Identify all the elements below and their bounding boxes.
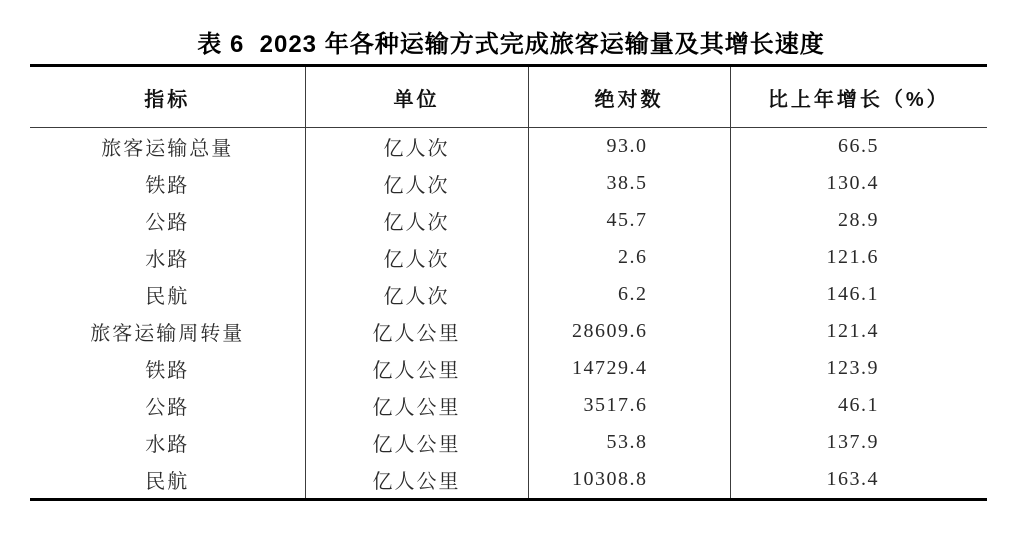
unit-cell: 亿人次	[305, 128, 528, 166]
indicator-cell: 旅客运输周转量	[90, 323, 245, 345]
indicator-cell: 水路	[145, 434, 190, 456]
growth-cell: 137.9	[730, 424, 987, 461]
table-title: 表 6 2023 年各种运输方式完成旅客运输量及其增长速度	[197, 31, 825, 58]
growth-cell: 123.9	[730, 350, 987, 387]
growth-cell: 163.4	[730, 461, 987, 500]
absolute-cell: 45.7	[528, 202, 730, 239]
absolute-cell: 14729.4	[528, 350, 730, 387]
indicator-cell: 民航	[145, 471, 190, 493]
table-header	[30, 66, 987, 128]
table-row	[30, 350, 987, 387]
table-body	[30, 128, 987, 500]
indicator-cell: 旅客运输总量	[101, 138, 234, 160]
passenger-transport-table	[30, 64, 987, 501]
unit-cell: 亿人公里	[305, 424, 528, 461]
indicator-cell: 民航	[145, 286, 190, 308]
indicator-cell: 水路	[145, 249, 190, 271]
header-row	[30, 66, 987, 128]
growth-cell: 66.5	[730, 128, 987, 166]
table-row	[30, 461, 987, 500]
table-row	[30, 165, 987, 202]
unit-cell: 亿人公里	[305, 387, 528, 424]
indicator-cell: 公路	[145, 212, 190, 234]
indicator-cell: 铁路	[145, 360, 190, 382]
absolute-cell: 38.5	[528, 165, 730, 202]
growth-cell: 121.6	[730, 239, 987, 276]
unit-cell: 亿人次	[305, 202, 528, 239]
unit-cell: 亿人次	[305, 276, 528, 313]
table-row	[30, 239, 987, 276]
growth-cell: 121.4	[730, 313, 987, 350]
indicator-cell: 公路	[145, 397, 190, 419]
unit-cell: 亿人次	[305, 165, 528, 202]
table-row	[30, 128, 987, 166]
header-growth: 比上年增长（%）	[730, 66, 987, 128]
absolute-cell: 2.6	[528, 239, 730, 276]
absolute-cell: 3517.6	[528, 387, 730, 424]
table-row	[30, 313, 987, 350]
growth-cell: 130.4	[730, 165, 987, 202]
absolute-cell: 10308.8	[528, 461, 730, 500]
unit-cell: 亿人公里	[305, 350, 528, 387]
header-indicator: 指标	[30, 66, 305, 128]
growth-cell: 46.1	[730, 387, 987, 424]
unit-cell: 亿人公里	[305, 313, 528, 350]
absolute-cell: 6.2	[528, 276, 730, 313]
header-unit: 单位	[305, 66, 528, 128]
growth-cell: 28.9	[730, 202, 987, 239]
growth-cell: 146.1	[730, 276, 987, 313]
header-absolute: 绝对数	[528, 66, 730, 128]
table-row	[30, 387, 987, 424]
absolute-cell: 93.0	[528, 128, 730, 166]
table-row	[30, 424, 987, 461]
table-row	[30, 202, 987, 239]
unit-cell: 亿人公里	[305, 461, 528, 500]
unit-cell: 亿人次	[305, 239, 528, 276]
absolute-cell: 53.8	[528, 424, 730, 461]
absolute-cell: 28609.6	[528, 313, 730, 350]
indicator-cell: 铁路	[145, 175, 190, 197]
table-row	[30, 276, 987, 313]
